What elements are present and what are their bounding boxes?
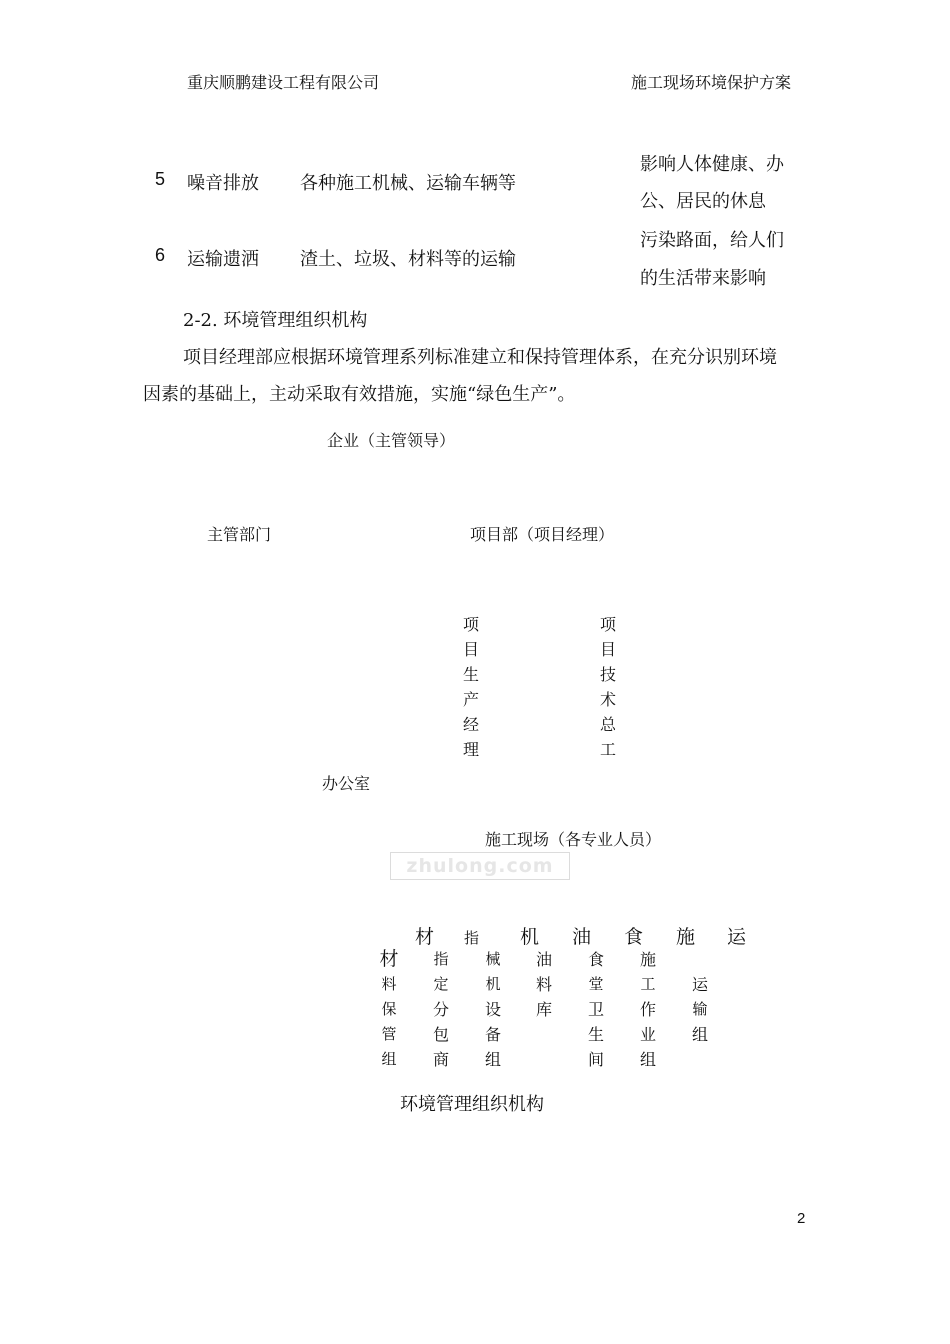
initial-char: 食	[624, 926, 644, 948]
org-group-canteen: 食 堂 卫 生 间	[587, 950, 604, 1069]
watermark: zhulong.com	[390, 852, 570, 880]
row-impact-line1: 影响人体健康、办	[640, 154, 784, 175]
org-group-materials: 材 料 保 管 组	[379, 948, 399, 1068]
org-group-work-team: 施 工 作 业 组	[639, 950, 656, 1069]
row-source: 渣土、垃圾、材料等的运输	[300, 249, 516, 270]
row-impact-line2: 的生活带来影响	[640, 268, 766, 289]
org-technical-chief: 项 目 技 术 总 工	[599, 615, 616, 759]
row-factor: 运输遗洒	[187, 249, 259, 270]
header-company: 重庆顺鹏建设工程有限公司	[187, 73, 380, 92]
org-office: 办公室	[322, 774, 371, 793]
org-construction-site: 施工现场（各专业人员）	[485, 830, 662, 849]
org-top-enterprise: 企业（主管领导）	[327, 431, 456, 450]
org-caption: 环境管理组织机构	[400, 1094, 544, 1115]
row-impact-line2: 公、居民的休息	[640, 191, 766, 212]
org-project-dept: 项目部（项目经理）	[470, 525, 615, 544]
row-number: 5	[155, 169, 166, 189]
initial-char: 机	[520, 926, 540, 948]
org-group-transport: 运 输 组	[691, 975, 708, 1044]
row-impact-line1: 污染路面，给人们	[640, 230, 784, 251]
page-number: 2	[797, 1210, 806, 1227]
initial-char: 油	[572, 926, 592, 948]
org-group-subcontractor: 指 定 分 包 商	[432, 950, 449, 1069]
org-supervising-dept: 主管部门	[207, 525, 272, 544]
section-paragraph-line2: 因素的基础上，主动采取有效措施，实施“绿色生产”。	[143, 384, 576, 405]
org-production-manager: 项 目 生 产 经 理	[462, 615, 479, 759]
row-source: 各种施工机械、运输车辆等	[300, 173, 516, 194]
row-factor: 噪音排放	[187, 173, 259, 194]
header-doc-title: 施工现场环境保护方案	[631, 73, 792, 92]
section-heading: 2-2. 环境管理组织机构	[183, 310, 368, 331]
org-group-machinery: 械 机 设 备 组	[484, 950, 501, 1069]
section-paragraph-line1: 项目经理部应根据环境管理系列标准建立和保持管理体系，在充分识别环境	[183, 347, 777, 368]
initial-char: 施	[676, 926, 696, 948]
initial-char: 运	[727, 926, 747, 948]
initial-char: 材	[415, 926, 435, 948]
initial-char: 指	[464, 929, 480, 947]
row-number: 6	[155, 245, 166, 265]
org-group-oil-depot: 油 料 库	[535, 950, 552, 1019]
